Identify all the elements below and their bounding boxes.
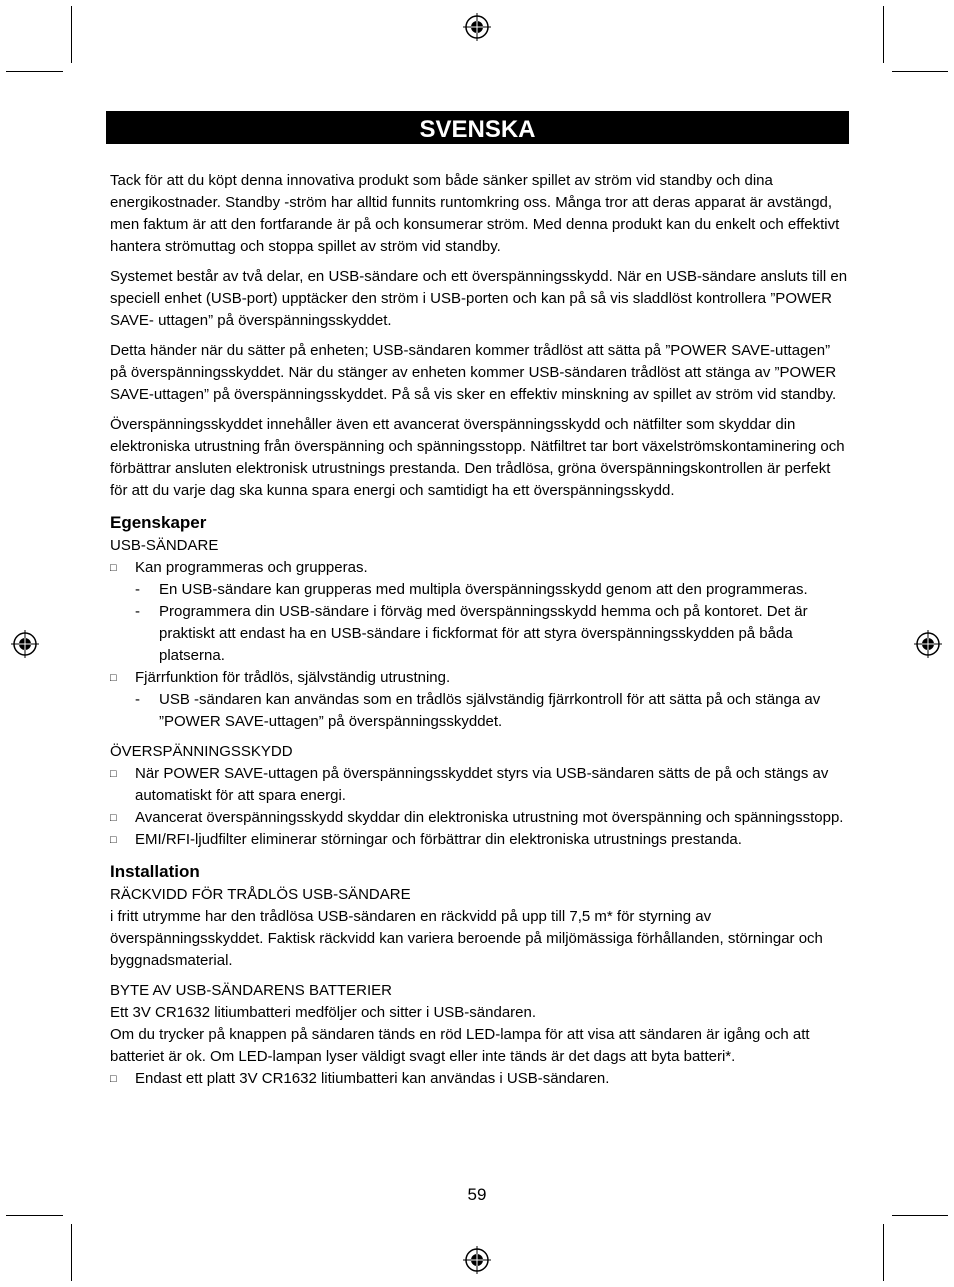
subsection-title-usb: USB-SÄNDARE <box>110 537 219 554</box>
list-item-text: EMI/RFI-ljudfilter eliminerar störningar och förbättrar din elektroniska utrustnings prestanda. <box>135 831 742 848</box>
crop-mark-bottom-left-h <box>6 1215 63 1216</box>
sub-list-item-text: En USB-sändare kan grupperas med multipla överspänningsskydd genom att den programmeras. <box>159 581 808 598</box>
registration-mark-icon <box>462 1245 492 1275</box>
checkbox-bullet-icon: □ <box>110 768 117 780</box>
dash-bullet: - <box>135 603 140 620</box>
list-item-text: Avancerat överspänningsskydd skyddar din elektroniska utrustning mot överspänning och spänningsstopp. <box>135 809 844 826</box>
section-heading-installation: Installation <box>110 862 200 881</box>
usb-feature-list <box>110 557 850 733</box>
crop-mark-top-right-v <box>883 6 884 63</box>
sub-list <box>135 579 850 667</box>
dash-bullet: - <box>135 581 140 598</box>
crop-mark-bottom-right-v <box>883 1224 884 1281</box>
list-item <box>110 557 850 667</box>
sub-list <box>135 689 850 733</box>
crop-mark-top-right-h <box>892 71 948 72</box>
list-item <box>110 807 850 829</box>
sub-list-item-text: USB -sändaren kan användas som en trådlös självständig fjärrkontroll för att sätta på och stänga av ”POWER SAVE-uttagen” på överspänningsskyddet. <box>159 691 821 730</box>
page-number: 59 <box>467 1185 487 1204</box>
intro-paragraph: Tack för att du köpt denna innovativa produkt som både sänker spillet av ström vid standby och dina energikostnader. Standby -ström har alltid funnits runtomkring oss. Många tror att deras apparat är avstängd, men faktum är att den fortfarande är på och konsumerar ström. Med denna produkt kan du enkelt och effektivt hantera strömuttag och stoppa spillet av ström vid standby. <box>110 172 840 255</box>
list-item-text: Fjärrfunktion för trådlös, självständig utrustning. <box>135 669 451 686</box>
section-heading-features: Egenskaper <box>110 513 207 532</box>
checkbox-bullet-icon: □ <box>110 672 117 684</box>
list-item-text: När POWER SAVE-uttagen på överspänningsskyddet styrs via USB-sändaren sätts de på och stängs av automatiskt för att spara energi. <box>135 765 829 804</box>
range-paragraph: i fritt utrymme har den trådlösa USB-sändaren en räckvidd på upp till 7,5 m* för styrning av överspänningsskyddet. Faktisk räckvidd kan variera beroende på miljömässiga förhållanden, störningar och byggnadsmaterial. <box>110 908 823 969</box>
battery-list <box>110 1068 850 1090</box>
page-title: SVENSKA <box>106 111 849 144</box>
crop-mark-bottom-left-v <box>71 1224 72 1281</box>
surge-feature-list <box>110 763 850 851</box>
sub-list-item <box>135 579 850 601</box>
dash-bullet: - <box>135 691 140 708</box>
subsection-title-surge: ÖVERSPÄNNINGSSKYDD <box>110 743 293 760</box>
subsection-title-battery: BYTE AV USB-SÄNDARENS BATTERIER <box>110 982 393 999</box>
list-item <box>110 829 850 851</box>
list-item <box>110 667 850 733</box>
crop-mark-top-left-v <box>71 6 72 63</box>
checkbox-bullet-icon: □ <box>110 834 117 846</box>
subsection-title-range: RÄCKVIDD FÖR TRÅDLÖS USB-SÄNDARE <box>110 886 411 903</box>
intro-paragraph: Detta händer när du sätter på enheten; USB-sändaren kommer trådlöst att sätta på ”POWER SAVE-uttagen” på överspänningsskyddet. När du stänger av enheten kommer USB-sändaren trådlöst att stänga av ”POWER SAVE-uttagen” på överspänningsskyddet. På så vis sker en effektiv minskning av spillet av ström vid standby. <box>110 342 837 403</box>
registration-mark-icon <box>10 629 40 659</box>
intro-paragraph: Överspänningsskyddet innehåller även ett avancerat överspänningsskydd och nätfilter som skyddar din elektroniska utrustning från överspänning och spänningsstopp. Nätfiltret tar bort växelströmskontaminering och förbättrar ansluten elektronisk utrustnings prestanda. Den trådlösa, gröna överspänningskontrollen är perfekt för att du varje dag ska kunna spara energi och samtidigt ha ett överspänningsskydd. <box>110 416 845 499</box>
document-body <box>110 170 850 1090</box>
list-item <box>110 763 850 807</box>
checkbox-bullet-icon: □ <box>110 562 117 574</box>
crop-mark-top-left-h <box>6 71 63 72</box>
battery-line: Om du trycker på knappen på sändaren tänds en röd LED-lampa för att visa att sändaren är igång och att batteriet är ok. Om LED-lampan lyser väldigt svagt eller inte tänds är det dags att byta batteri*. <box>110 1026 810 1065</box>
sub-list-item <box>135 601 850 667</box>
list-item-text: Kan programmeras och grupperas. <box>135 559 368 576</box>
battery-line: Ett 3V CR1632 litiumbatteri medföljer och sitter i USB-sändaren. <box>110 1004 537 1021</box>
sub-list-item <box>135 689 850 733</box>
crop-mark-bottom-right-h <box>892 1215 948 1216</box>
list-item <box>110 1068 850 1090</box>
list-item-text: Endast ett platt 3V CR1632 litiumbatteri kan användas i USB-sändaren. <box>135 1070 610 1087</box>
registration-mark-icon <box>913 629 943 659</box>
sub-list-item-text: Programmera din USB-sändare i förväg med överspänningsskydd hemma och på kontoret. Det är praktiskt att endast ha en USB-sändare i fickformat för att styra överspänningsskydden på båda platserna. <box>159 603 808 664</box>
checkbox-bullet-icon: □ <box>110 812 117 824</box>
registration-mark-icon <box>462 12 492 42</box>
intro-paragraph: Systemet består av två delar, en USB-sändare och ett överspänningsskydd. När en USB-sändare ansluts till en speciell enhet (USB-port) upptäcker den ström i USB-porten och kan på så vis sladdlöst kontrollera ”POWER SAVE- uttagen” på överspänningsskyddet. <box>110 268 848 329</box>
checkbox-bullet-icon: □ <box>110 1073 117 1085</box>
